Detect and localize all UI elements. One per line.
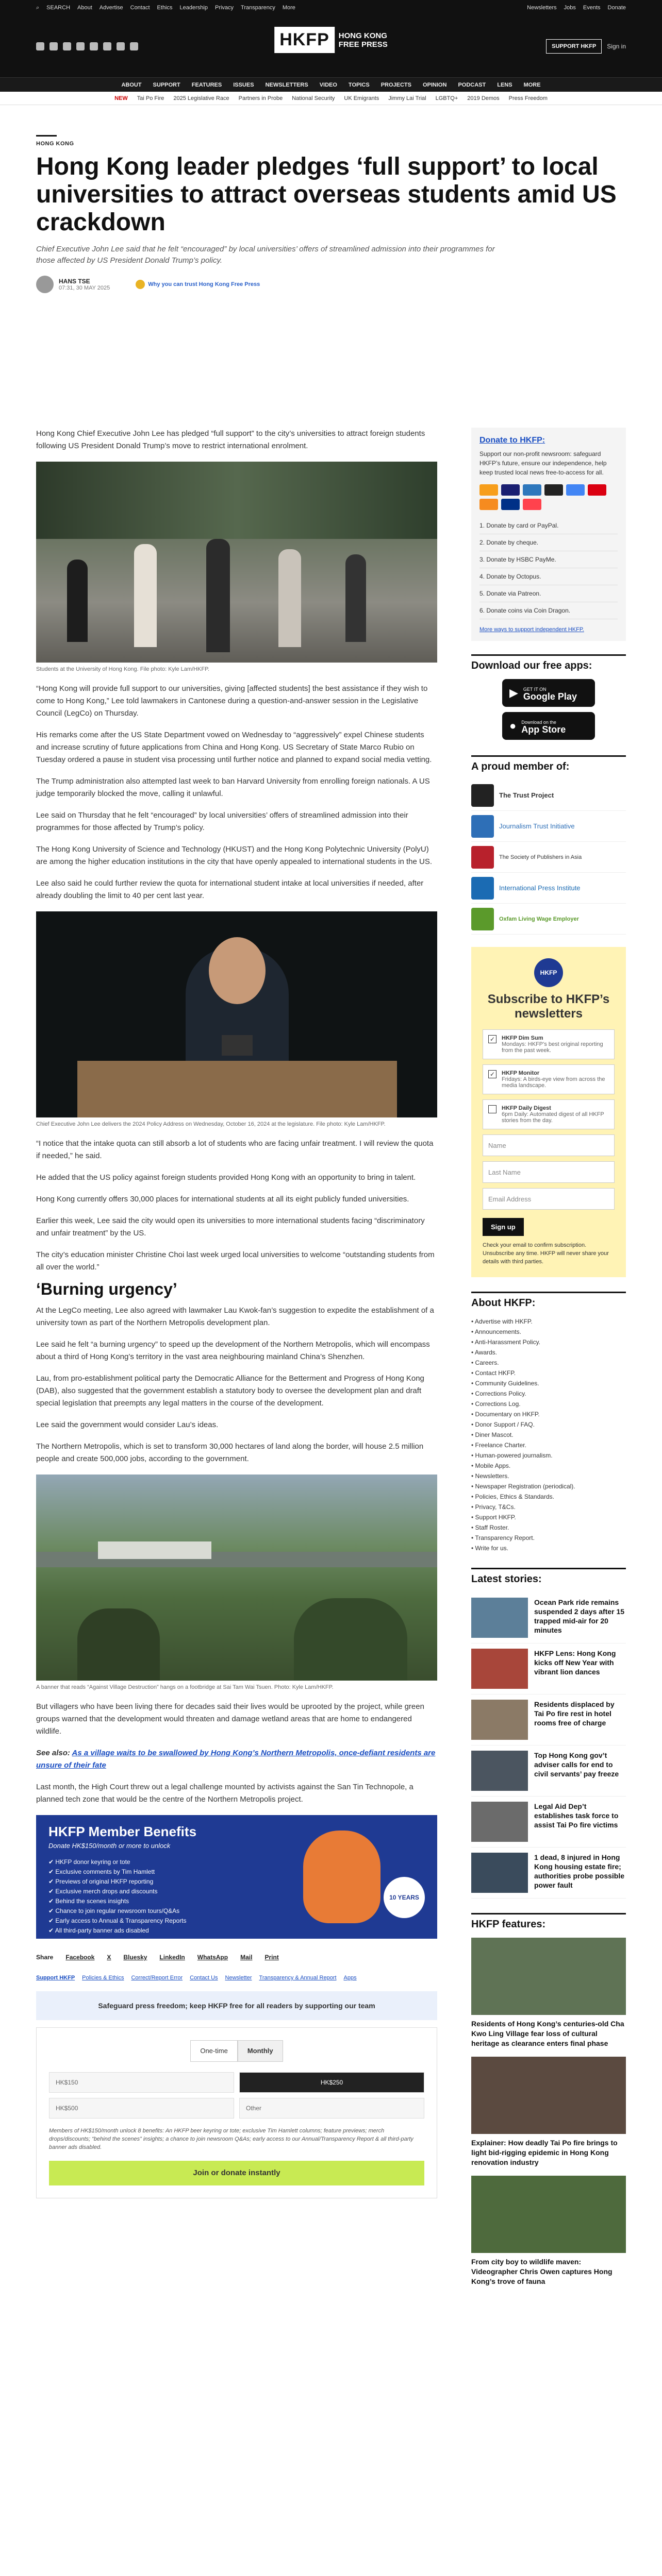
last-name-field[interactable]: Last Name: [483, 1161, 615, 1183]
about-link[interactable]: • Policies, Ethics & Standards.: [471, 1493, 554, 1500]
about-link[interactable]: • Advertise with HKFP.: [471, 1318, 533, 1325]
signin-link[interactable]: Sign in: [607, 43, 626, 50]
nav-item[interactable]: ISSUES: [233, 81, 254, 88]
app-store-badge[interactable]: ● Download on the App Store: [502, 712, 595, 740]
donate-option[interactable]: 4. Donate by Octopus.: [479, 568, 618, 585]
see-also-link[interactable]: As a village waits to be swallowed by Hong Kong’s Northern Metropolis, once-defiant residents are unsure of their fate: [36, 1749, 436, 1770]
newsletter-checkbox[interactable]: ✓: [488, 1035, 496, 1043]
paragraph: “I notice that the intake quota can still absorb a lot of students who are facing unfair treatment. I will review the quota if needed,” he said.: [36, 1139, 434, 1160]
about-link[interactable]: • Human-powered journalism.: [471, 1452, 553, 1459]
share-whatsapp[interactable]: WhatsApp: [197, 1954, 228, 1961]
subnav-item[interactable]: 2025 Legislative Race: [173, 95, 229, 101]
sopa-icon: [471, 846, 494, 869]
member-badge[interactable]: The Society of Publishers in Asia: [471, 842, 626, 873]
about-link[interactable]: • Donor Support / FAQ.: [471, 1421, 535, 1428]
feature-thumbnail: [471, 1938, 626, 2015]
util-link[interactable]: Leadership: [179, 5, 208, 11]
feature-story[interactable]: From city boy to wildlife maven: Videographer Chris Owen captures Hong Kong’s trove of fauna: [471, 2176, 626, 2286]
sub-nav: [0, 92, 662, 105]
x-icon[interactable]: [49, 42, 58, 50]
see-also-label: See also:: [36, 1749, 70, 1757]
email-field[interactable]: Email Address: [483, 1188, 615, 1210]
nav-item[interactable]: FEATURES: [191, 81, 222, 88]
donate-option[interactable]: 3. Donate by HSBC PayMe.: [479, 551, 618, 568]
utility-bar: [0, 0, 662, 15]
latest-story[interactable]: 1 dead, 8 injured in Hong Kong housing estate fire; authorities probe possible power fault: [471, 1848, 626, 1899]
util-right-link[interactable]: Newsletters: [527, 5, 557, 11]
share-facebook[interactable]: Facebook: [65, 1954, 95, 1961]
newsletter-checkbox[interactable]: ✓: [488, 1070, 496, 1078]
students-photo: [36, 462, 437, 663]
subnav-item[interactable]: LGBTQ+: [435, 95, 458, 101]
about-link[interactable]: • Community Guidelines.: [471, 1380, 539, 1387]
latest-story[interactable]: Top Hong Kong gov’t adviser calls for end to civil servants’ pay freeze: [471, 1745, 626, 1797]
util-link[interactable]: Privacy: [214, 5, 234, 11]
support-banner[interactable]: Safeguard press freedom; keep HKFP free for all readers by supporting our team: [36, 1991, 437, 2020]
paragraph: At the LegCo meeting, Lee also agreed with lawmaker Lau Kwok-fan’s suggestion to expedite the establishment of a university town as part of the Northern Metropolis development plan.: [36, 1306, 434, 1327]
paragraph: The city’s education minister Christine Choi last week urged local universities to welcome “outstanding students from all over the world.”: [36, 1250, 435, 1272]
author-name[interactable]: HANS TSE: [59, 278, 90, 285]
article-body: [36, 428, 437, 2198]
story-thumbnail: [471, 1853, 528, 1893]
share-linkedin[interactable]: LinkedIn: [159, 1954, 185, 1961]
linkedin-icon[interactable]: [103, 42, 111, 50]
promo-item: ✔ HKFP donor keyring or tote: [48, 1858, 130, 1866]
promo-sub: Donate HK$150/month or more to unlock: [48, 1842, 171, 1850]
about-link[interactable]: • Mobile Apps.: [471, 1462, 511, 1469]
about-link[interactable]: • Contact HKFP.: [471, 1369, 516, 1377]
name-field[interactable]: Name: [483, 1134, 615, 1156]
util-link[interactable]: More: [282, 5, 295, 11]
util-link[interactable]: Contact: [130, 5, 150, 11]
amount-option[interactable]: Other: [239, 2098, 424, 2119]
about-link[interactable]: • Privacy, T&Cs.: [471, 1503, 516, 1511]
donate-text: Support our non-profit newsroom: safeguard HKFP’s future, ensure our independence, help keep trusted local news free-to-access for all.: [479, 450, 607, 476]
logo-mark: HKFP: [274, 27, 335, 53]
footer-link[interactable]: Transparency & Annual Report: [259, 1975, 337, 1981]
hkfp-circle-logo: HKFP: [534, 958, 563, 987]
promo-item: ✔ Behind the scenes insights: [48, 1897, 129, 1905]
util-link[interactable]: Advertise: [99, 5, 123, 11]
newsletter-option[interactable]: HKFP Daily Digest 6pm Daily: Automated digest of all HKFP stories from the day.: [483, 1099, 615, 1129]
paragraph: Lee also said he could further review the quota for international student intake at local universities if needed, after already doubling the limit to 40 per cent last year.: [36, 879, 424, 900]
article-header: [36, 135, 626, 293]
nav-item[interactable]: TOPICS: [348, 81, 370, 88]
join-button[interactable]: Join or donate instantly: [49, 2161, 424, 2185]
freq-monthly[interactable]: Monthly: [238, 2040, 283, 2062]
latest-story[interactable]: Legal Aid Dep’t establishes task force to assist Tai Po fire victims: [471, 1797, 626, 1848]
latest-story[interactable]: Ocean Park ride remains suspended 2 days after 15 trapped mid-air for 20 minutes: [471, 1592, 626, 1643]
nav-item[interactable]: PROJECTS: [380, 81, 411, 88]
paragraph: He added that the US policy against foreign students provided Hong Kong with an opportunity to bring in talent.: [36, 1173, 416, 1182]
promo-item: ✔ Previews of original HKFP reporting: [48, 1878, 154, 1885]
about-link[interactable]: • Newspaper Registration (periodical).: [471, 1483, 575, 1490]
member-badge[interactable]: Oxfam Living Wage Employer: [471, 904, 626, 935]
footer-link[interactable]: Apps: [343, 1975, 357, 1981]
share-label: Share: [36, 1954, 54, 1961]
promo-title: HKFP Member Benefits: [48, 1824, 197, 1839]
mascot-illustration: [303, 1831, 380, 1923]
newsletter-checkbox[interactable]: [488, 1105, 496, 1113]
payment-icons: [479, 484, 618, 510]
nav-item[interactable]: VIDEO: [319, 81, 337, 88]
promo-item: ✔ Exclusive comments by Tim Hamlett: [48, 1868, 155, 1875]
trust-link[interactable]: Why you can trust Hong Kong Free Press: [136, 280, 260, 289]
oxfam-icon: [471, 908, 494, 930]
story-thumbnail: [471, 1598, 528, 1638]
paragraph: His remarks come after the US State Department vowed on Wednesday to “aggressively” expel Chinese students and increase scrutiny of future applications from China and Hong Kong. US Secretary of State Marco Rubio on Tuesday ordered a pause in student visa processing until further notice and planned to expand social media vetting.: [36, 731, 432, 764]
member-badge[interactable]: Journalism Trust Initiative: [471, 811, 626, 842]
trust-icon: [136, 280, 145, 289]
threads-icon[interactable]: [76, 42, 85, 50]
promo-item: ✔ Chance to join regular newsroom tours/Q&As: [48, 1907, 180, 1914]
search-icon[interactable]: ⌕: [36, 4, 40, 11]
village-banner-photo: [36, 1475, 437, 1681]
util-right-link[interactable]: Jobs: [564, 5, 576, 11]
paragraph: Lau, from pro-establishment political party the Democratic Alliance for the Betterment and Progress of Hong Kong (DAB), also suggested that the government establish a statutory body to oversee the development plan and draft special legislation that preempts any legal matters in the course of the development.: [36, 1374, 424, 1408]
nav-item[interactable]: PODCAST: [458, 81, 486, 88]
share-bar: [36, 1951, 437, 1963]
play-icon: ▶: [509, 686, 518, 699]
paragraph: Lee said he felt “a burning urgency” to speed up the development of the Northern Metropolis, which will encompass about a third of Hong Kong’s territory in the vast area neighbouring mainland China’s Shenzhen.: [36, 1340, 430, 1361]
newsletter-option[interactable]: ✓ HKFP Dim Sum Mondays: HKFP’s best original reporting from the past week.: [483, 1029, 615, 1059]
byline: [36, 276, 626, 293]
youtube-icon[interactable]: [90, 42, 98, 50]
author-avatar: [36, 276, 54, 293]
share-print[interactable]: Print: [264, 1954, 279, 1961]
about-link[interactable]: • Corrections Policy.: [471, 1390, 526, 1397]
john-lee-photo: [36, 911, 437, 1117]
support-button[interactable]: SUPPORT HKFP: [546, 39, 602, 54]
subnav-item[interactable]: Partners in Probe: [238, 95, 283, 101]
subnav-item[interactable]: Press Freedom: [508, 95, 548, 101]
about-link[interactable]: • Anti-Harassment Policy.: [471, 1338, 541, 1346]
promo-item: ✔ All third-party banner ads disabled: [48, 1927, 149, 1934]
share-bluesky[interactable]: Bluesky: [123, 1954, 147, 1961]
nav-item[interactable]: NEWSLETTERS: [265, 81, 308, 88]
nav-item[interactable]: LENS: [497, 81, 512, 88]
subnav-item[interactable]: 2019 Demos: [467, 95, 500, 101]
footer-link[interactable]: Newsletter: [225, 1975, 252, 1981]
about-link[interactable]: • Write for us.: [471, 1545, 509, 1552]
paypal-icon: [501, 499, 520, 510]
google-pay-icon: [566, 484, 585, 496]
rss-icon[interactable]: [130, 42, 138, 50]
about-link[interactable]: • Awards.: [471, 1349, 498, 1356]
google-play-badge[interactable]: ▶ GET IT ON Google Play: [502, 679, 595, 707]
about-link[interactable]: • Transparency Report.: [471, 1534, 535, 1541]
paragraph: Lee said on Thursday that he felt “encouraged” by local universities’ offers of streamlined admission into their programmes for those affected by Trump’s policy.: [36, 811, 408, 832]
paragraph: Hong Kong Chief Executive John Lee has pledged “full support” to the city’s universities to attract foreign students following US President Donald Trump’s move to restrict international enrolment.: [36, 429, 425, 450]
donate-title[interactable]: Donate to HKFP:: [479, 436, 545, 445]
about-link[interactable]: • Freelance Charter.: [471, 1442, 526, 1449]
nav-item[interactable]: OPINION: [422, 81, 447, 88]
photo-caption: Students at the University of Hong Kong. File photo: Kyle Lam/HKFP.: [36, 666, 210, 672]
logo-line1: HONG KONG: [338, 31, 387, 40]
paragraph: But villagers who have been living there for decades said their lives would be uprooted by the project, while green groups warned that the development would threaten and damage wetland areas that are home to endangered wildlife.: [36, 1702, 424, 1736]
paragraph: Last month, the High Court threw out a legal challenge mounted by activists against the San Tin Technopole, a planned tech zone that would be the centre of the Northern Metropolis project.: [36, 1783, 413, 1804]
promo-item: ✔ Exclusive merch drops and discounts: [48, 1888, 158, 1895]
apple-pay-icon: [544, 484, 563, 496]
nav-item[interactable]: ABOUT: [121, 81, 142, 88]
latest-heading: Latest stories:: [471, 1568, 626, 1585]
footer-link[interactable]: Contact Us: [190, 1975, 218, 1981]
amount-option[interactable]: HK$150: [49, 2072, 234, 2093]
paragraph: Earlier this week, Lee said the city would open its universities to more international students facing “discriminatory and unfair treatment” by the US.: [36, 1216, 425, 1238]
paragraph: Hong Kong currently offers 30,000 places for international students at all its eight publicly funded universities.: [36, 1195, 409, 1204]
member-badge[interactable]: International Press Institute: [471, 873, 626, 904]
util-right-link[interactable]: Events: [583, 5, 601, 11]
jti-icon: [471, 815, 494, 838]
footer-link[interactable]: Support HKFP: [36, 1975, 75, 1981]
search-link[interactable]: SEARCH: [46, 5, 71, 11]
main-nav: [0, 77, 662, 92]
about-link[interactable]: • Newsletters.: [471, 1472, 509, 1480]
feature-story[interactable]: Explainer: How deadly Tai Po fire brings to light bid-rigging epidemic in Hong Kong renovation industry: [471, 2057, 626, 2167]
member-badge[interactable]: The Trust Project: [471, 780, 626, 811]
sidebar: [471, 428, 626, 2295]
promo-item: ✔ Early access to Annual & Transparency Reports: [48, 1917, 187, 1924]
social-icons: [36, 42, 138, 50]
latest-story[interactable]: HKFP Lens: Hong Kong kicks off New Year with vibrant lion dances: [471, 1643, 626, 1694]
apps-heading: Download our free apps:: [471, 654, 626, 672]
util-right-link[interactable]: Donate: [607, 5, 626, 11]
newsletter-option[interactable]: ✓ HKFP Monitor Fridays: A birds-eye view from across the media landscape.: [483, 1064, 615, 1094]
ipi-icon: [471, 877, 494, 900]
newsletter-title: Subscribe to HKFP’s newsletters: [487, 992, 610, 1021]
instagram-icon[interactable]: [63, 42, 71, 50]
donate-option[interactable]: 5. Donate via Patreon.: [479, 585, 618, 602]
subnav-item[interactable]: Tai Po Fire: [137, 95, 164, 101]
feature-story[interactable]: Residents of Hong Kong’s centuries-old Cha Kwo Ling Village fear loss of cultural heritage as clearance enters final phase: [471, 1938, 626, 2048]
payme-icon: [588, 484, 606, 496]
logo-line2: FREE PRESS: [338, 40, 388, 49]
about-heading: About HKFP:: [471, 1292, 626, 1309]
mastercard-icon: [479, 484, 498, 496]
subnav-item[interactable]: Jimmy Lai Trial: [388, 95, 426, 101]
latest-story[interactable]: Residents displaced by Tai Po fire rest in hotel rooms free of charge: [471, 1694, 626, 1745]
freq-one-time[interactable]: One-time: [190, 2040, 237, 2062]
util-link[interactable]: About: [77, 5, 92, 11]
about-link[interactable]: • Support HKFP.: [471, 1514, 516, 1521]
section-label[interactable]: HONG KONG: [36, 135, 57, 147]
amount-option[interactable]: HK$500: [49, 2098, 234, 2119]
about-link[interactable]: • Corrections Log.: [471, 1400, 521, 1408]
article-title: Hong Kong leader pledges ‘full support’ to local universities to attract overseas students amid US crackdown: [36, 153, 617, 236]
about-link[interactable]: • Careers.: [471, 1359, 499, 1366]
member-heading: A proud member of:: [471, 755, 626, 773]
paragraph: “Hong Kong will provide full support to our universities, giving [affected students] the best assistance if they wish to come to Hong Kong,” Lee told lawmakers in Cantonese during a question-and-answer session in the Legislative Council (LegCo) on Thursday.: [36, 684, 428, 718]
about-link[interactable]: • Staff Roster.: [471, 1524, 509, 1531]
octopus-icon: [479, 499, 498, 510]
about-link[interactable]: • Documentary on HKFP.: [471, 1411, 540, 1418]
footer-link[interactable]: Policies & Ethics: [82, 1975, 124, 1981]
ten-years-badge: 10 YEARS: [384, 1877, 425, 1918]
site-header: [0, 15, 662, 77]
about-list: [471, 1316, 626, 1553]
photo-caption: Chief Executive John Lee delivers the 2024 Policy Address on Wednesday, October 16, 2024 at the legislature. File photo: Kyle Lam/HKFP.: [36, 1121, 386, 1127]
signup-button[interactable]: Sign up: [483, 1218, 524, 1236]
features-heading: HKFP features:: [471, 1913, 626, 1930]
donate-widget: [36, 2027, 437, 2198]
newsletter-note: Check your email to confirm subscription. Unsubscribe any time. HKFP will never share your details with third parties.: [483, 1242, 609, 1265]
donate-option[interactable]: 2. Donate by cheque.: [479, 534, 618, 551]
subnav-label: NEW: [114, 95, 128, 101]
donate-option[interactable]: 6. Donate coins via Coin Dragon.: [479, 602, 618, 619]
visa-icon: [501, 484, 520, 496]
site-logo[interactable]: [274, 27, 388, 53]
util-link[interactable]: Ethics: [157, 5, 173, 11]
share-x[interactable]: X: [107, 1954, 111, 1961]
about-link[interactable]: • Diner Mascot.: [471, 1431, 514, 1438]
donate-box: [471, 428, 626, 641]
paragraph: The Hong Kong University of Science and Technology (HKUST) and the Hong Kong Polytechnic University (PolyU) are among the higher education institutions in the city that have openly appealed to international students in the US.: [36, 845, 433, 866]
about-link[interactable]: • Announcements.: [471, 1328, 521, 1335]
story-thumbnail: [471, 1751, 528, 1791]
patreon-icon: [523, 499, 541, 510]
footer-link[interactable]: Correct/Report Error: [131, 1975, 183, 1981]
footer-links: [36, 1972, 437, 1984]
newsletter-box: [471, 947, 626, 1277]
amount-option[interactable]: HK$250: [239, 2072, 424, 2093]
trust-project-icon: [471, 784, 494, 807]
member-benefits-promo[interactable]: [36, 1815, 437, 1939]
feature-thumbnail: [471, 2176, 626, 2253]
story-thumbnail: [471, 1649, 528, 1689]
photo-caption: A banner that reads “Against Village Destruction” hangs on a footbridge at Sai Tam Wai Tsuen. Photo: Kyle Lam/HKFP.: [36, 1684, 334, 1690]
paragraph: The Northern Metropolis, which is set to transform 30,000 hectares of land along the border, will house 2.5 million people and create 500,000 jobs, according to the government.: [36, 1442, 424, 1463]
paragraph: The Trump administration also attempted last week to ban Harvard University from enrolling foreign nationals. A US judge temporarily blocked the move, calling it unlawful.: [36, 777, 430, 798]
donate-note: Members of HK$150/month unlock 8 benefits: An HKFP beer keyring or tote; exclusive Tim Hamlett columns; feature previews; merch drops/discounts; “behind the scenes” insights; a chance to join newsroom Q&As; early access to our Annual/Transparency Report & all third-party banner ads disabled.: [49, 2128, 413, 2150]
nav-item[interactable]: SUPPORT: [153, 81, 180, 88]
amex-icon: [523, 484, 541, 496]
apple-icon: ●: [509, 719, 517, 732]
subnav-item[interactable]: National Security: [292, 95, 335, 101]
telegram-icon[interactable]: [117, 42, 125, 50]
story-thumbnail: [471, 1802, 528, 1842]
facebook-icon[interactable]: [36, 42, 44, 50]
share-mail[interactable]: Mail: [240, 1954, 253, 1961]
publish-date: 07:31, 30 MAY 2025: [59, 285, 110, 291]
util-link[interactable]: Transparency: [241, 5, 275, 11]
standfirst: Chief Executive John Lee said that he felt “encouraged” by local universities’ offers of streamlined admission into their programmes for those affected by US President Donald Trump’s policy.: [36, 245, 495, 265]
nav-item[interactable]: MORE: [523, 81, 541, 88]
more-ways-link[interactable]: More ways to support independent HKFP.: [479, 626, 584, 633]
see-also: [36, 1747, 437, 1772]
subheading: ‘Burning urgency’: [36, 1280, 177, 1298]
subnav-item[interactable]: UK Emigrants: [344, 95, 379, 101]
paragraph: Lee said the government would consider Lau’s ideas.: [36, 1420, 219, 1429]
app-badges: [471, 679, 626, 740]
feature-thumbnail: [471, 2057, 626, 2134]
donate-option[interactable]: 1. Donate by card or PayPal.: [479, 517, 618, 534]
story-thumbnail: [471, 1700, 528, 1740]
